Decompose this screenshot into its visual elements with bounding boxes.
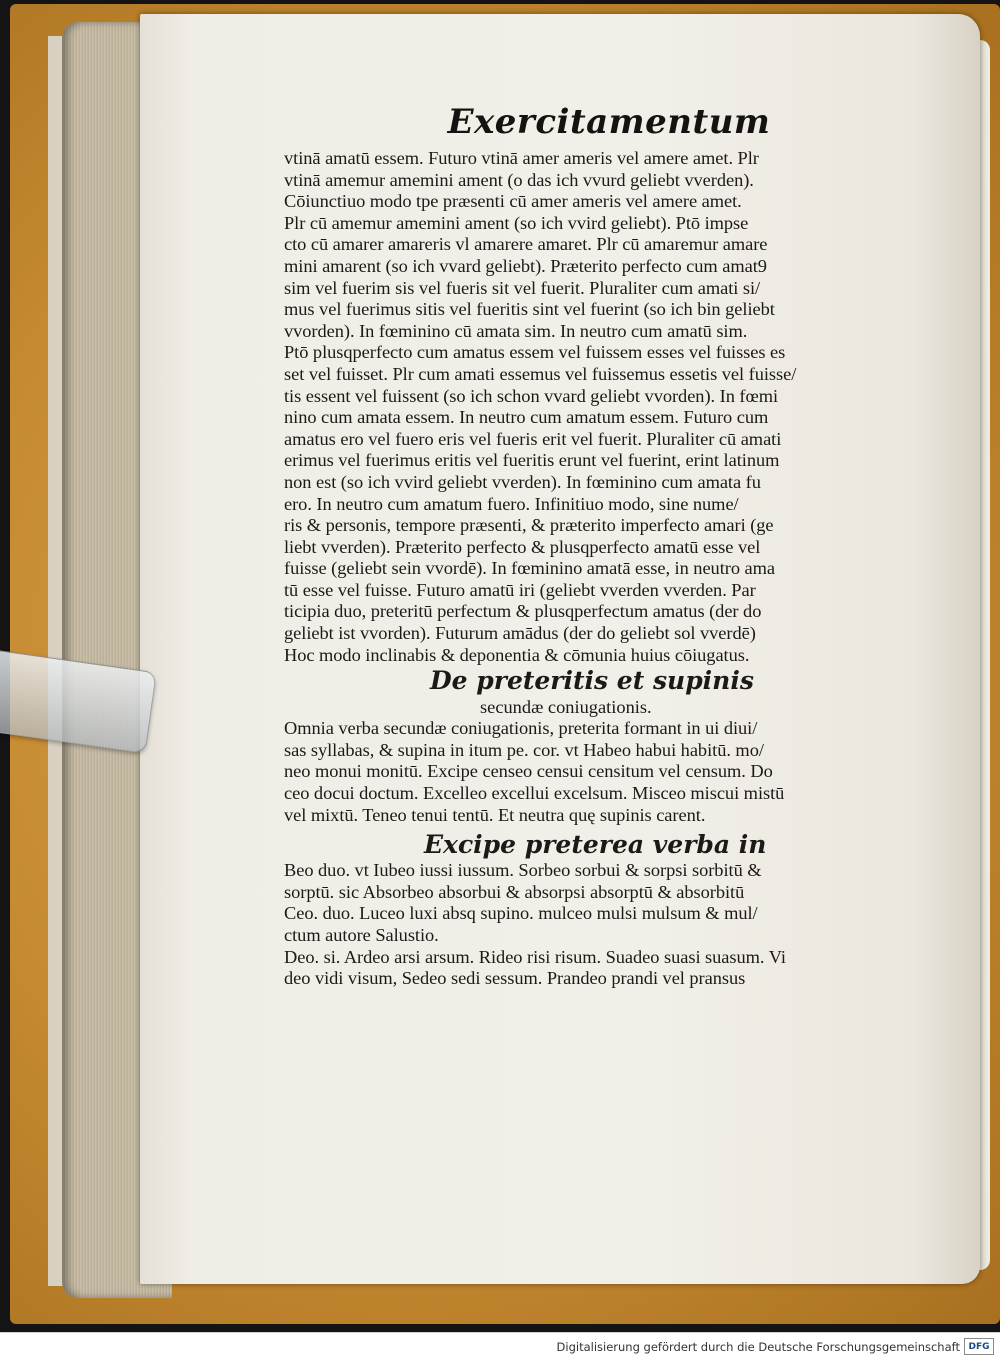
text-line: deo vidi visum, Sedeo sedi sessum. Prandeo prandi vel pransus (284, 968, 746, 989)
text-line: geliebt ist vvorden). Futurum amādus (der do geliebt sol vverdē) (284, 623, 756, 644)
text-line: fuisse (geliebt sein vvordē). In fœminino amatā esse, in neutro ama (284, 558, 776, 579)
text-line: ticipia duo, preteritū perfectum & plusqperfectum amatus (der do (284, 601, 762, 622)
text-line: Deo. si. Ardeo arsi arsum. Rideo risi risum. Suadeo suasi suasum. Vi (284, 946, 786, 967)
text-line: ceo docui doctum. Excelleo excellui excelsum. Misceo miscui mistū (284, 783, 785, 804)
footer-bar (0, 1332, 1000, 1361)
text-line: mus vel fuerimus sitis vel fueritis sint vel fuerint (so ich bin geliebt (284, 299, 775, 320)
running-head: Exercitamentum (447, 102, 771, 142)
text-line: Ceo. duo. Luceo luxi absq supino. mulceo mulsi mulsum & mul/ (284, 903, 758, 924)
text-block-3 (284, 860, 914, 990)
text-line: set vel fuisset. Plr cum amati essemus vel fuissemus essetis vel fuisse/ (284, 363, 797, 384)
text-line: Omnia verba secundæ coniugationis, preterita formant in ui diui/ (284, 718, 758, 739)
text-line: Plr cū amemur amemini ament (so ich vvird geliebt). Ptō impse (284, 212, 749, 233)
text-line: Beo duo. vt Iubeo iussi iussum. Sorbeo sorbui & sorpsi sorbitū & (284, 860, 762, 881)
text-line: vtinā amemur amemini ament (o das ich vvurd geliebt vverden). (284, 169, 754, 190)
section-subheading-1: secundæ coniugationis. (480, 697, 652, 718)
footer-credit: Digitalisierung gefördert durch die Deutsche Forschungsgemeinschaft (556, 1340, 960, 1354)
text-line: Cōiunctiuo modo tpe præsenti cū amer ameris vel amere amet. (284, 191, 742, 212)
section-heading-2: Excipe preterea verba in (424, 830, 767, 860)
dfg-logo: DFG (964, 1338, 994, 1355)
text-line: ctum autore Salustio. (284, 925, 439, 945)
text-line: Hoc modo inclinabis & deponentia & cōmunia huius cōiugatus. (284, 644, 750, 665)
text-line: mini amarent (so ich vvard geliebt). Præterito perfecto cum amat9 (284, 255, 767, 276)
text-line: sas syllabas, & supina in itum pe. cor. vt Habeo habui habitū. mo/ (284, 739, 764, 760)
text-line: ero. In neutro cum amatum fuero. Infinitiuo modo, sine nume/ (284, 493, 739, 514)
text-line: cto cū amarer amareris vl amarere amaret. Plr cū amaremur amare (284, 234, 768, 255)
text-block-2 (284, 718, 914, 826)
text-line: erimus vel fuerimus eritis vel fueritis erunt vel fuerint, erint latinum (284, 450, 780, 471)
text-line: neo monui monitū. Excipe censeo censui censitum vel censum. Do (284, 761, 773, 782)
section-heading-1: De preteritis et supinis (430, 666, 754, 696)
text-line: amatus ero vel fuero eris vel fueris erit vel fuerit. Pluraliter cū amati (284, 428, 782, 449)
text-line: sorptū. sic Absorbeo absorbui & absorpsi absorptū & absorbitū (284, 881, 745, 902)
text-line: liebt vverden). Præterito perfecto & plusqperfecto amatū esse vel (284, 536, 761, 557)
text-line: non est (so ich vvird geliebt vverden). In fœminino cum amata fu (284, 471, 761, 492)
text-block-1 (284, 148, 914, 666)
text-line: vel mixtū. Teneo tenui tentū. Et neutra quę supinis carent. (284, 804, 706, 825)
text-line: ris & personis, tempore præsenti, & præterito imperfecto amari (ge (284, 515, 774, 536)
text-line: tū esse vel fuisse. Futuro amatū iri (geliebt vverden vverden. Par (284, 579, 756, 600)
text-line: vvorden). In fœminino cū amata sim. In neutro cum amatū sim. (284, 320, 748, 341)
text-line: vtinā amatū essem. Futuro vtinā amer ameris vel amere amet. Plr (284, 148, 759, 168)
page-text (284, 102, 914, 990)
text-line: sim vel fuerim sis vel fueris sit vel fuerit. Pluraliter cum amati si/ (284, 277, 761, 298)
text-line: nino cum amata essem. In neutro cum amatum essem. Futuro cum (284, 407, 769, 428)
text-line: Ptō plusqperfecto cum amatus essem vel fuissem esses vel fuisses es (284, 342, 786, 363)
text-line: tis essent vel fuissent (so ich schon vvard geliebt vvorden). In fœmi (284, 385, 779, 406)
